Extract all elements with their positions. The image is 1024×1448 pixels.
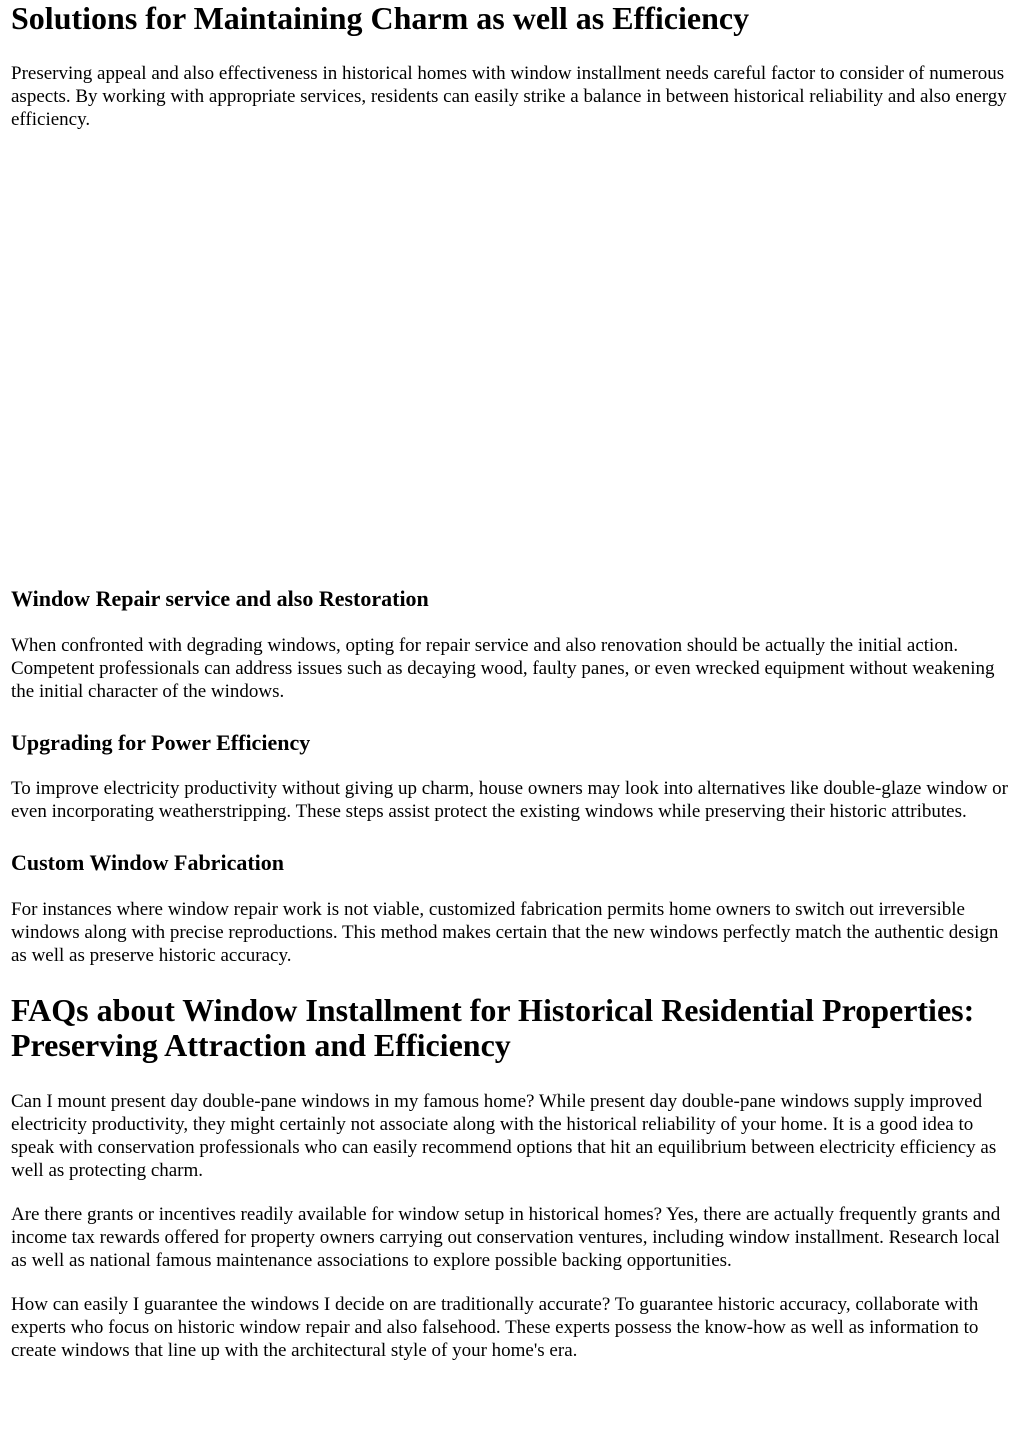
embedded-media-placeholder (11, 131, 1016, 586)
section-paragraph-custom: For instances where window repair work is not viable, customized fabrication permits home owners to switch out irreversible windows along with precise reproductions. This method makes certain that the new windows perfectly match the authentic design as well as preserve historic accuracy. (11, 899, 999, 966)
intro-paragraph: Preserving appeal and also effectiveness in historical homes with window installment needs careful factor to consider of numerous aspects. By working with appropriate services, residents can easily strike a balance in between historical reliability and also energy efficiency. (11, 63, 1007, 130)
faq-title: FAQs about Window Installment for Historical Residential Properties: Preserving Attraction and Efficiency (11, 992, 975, 1063)
faq-item: Are there grants or incentives readily available for window setup in historical homes? Yes, there are actually frequently grants and income tax rewards offered for property owners carrying out conservation ventures, including window installment. Research local as well as national famous maintenance associations to explore possible backing opportunities. (11, 1204, 1001, 1271)
section-heading-custom: Custom Window Fabrication (11, 850, 285, 875)
section-heading-upgrade: Upgrading for Power Efficiency (11, 730, 311, 755)
page-title: Solutions for Maintaining Charm as well as Efficiency (11, 0, 750, 36)
faq-item: How can easily I guarantee the windows I decide on are traditionally accurate? To guarantee historic accuracy, collaborate with experts who focus on historic window repair and also falsehood. These experts possess the know-how as well as information to create windows that line up with the architectural style of your home's era. (11, 1294, 979, 1361)
section-heading-repair: Window Repair service and also Restoration (11, 586, 429, 611)
faq-item: Can I mount present day double-pane windows in my famous home? While present day double-pane windows supply improved electricity productivity, they might certainly not associate along with the historical reliability of your home. It is a good idea to speak with conservation professionals who can easily recommend options that hit an equilibrium between electricity efficiency as well as protecting charm. (11, 1091, 997, 1181)
section-paragraph-upgrade: To improve electricity productivity without giving up charm, house owners may look into alternatives like double-glaze window or even incorporating weatherstripping. These steps assist protect the existing windows while preserving their historic attributes. (11, 778, 1008, 822)
section-paragraph-repair: When confronted with degrading windows, opting for repair service and also renovation should be actually the initial action. Competent professionals can address issues such as decaying wood, faulty panes, or even wrecked equipment without weakening the initial character of the windows. (11, 635, 995, 702)
